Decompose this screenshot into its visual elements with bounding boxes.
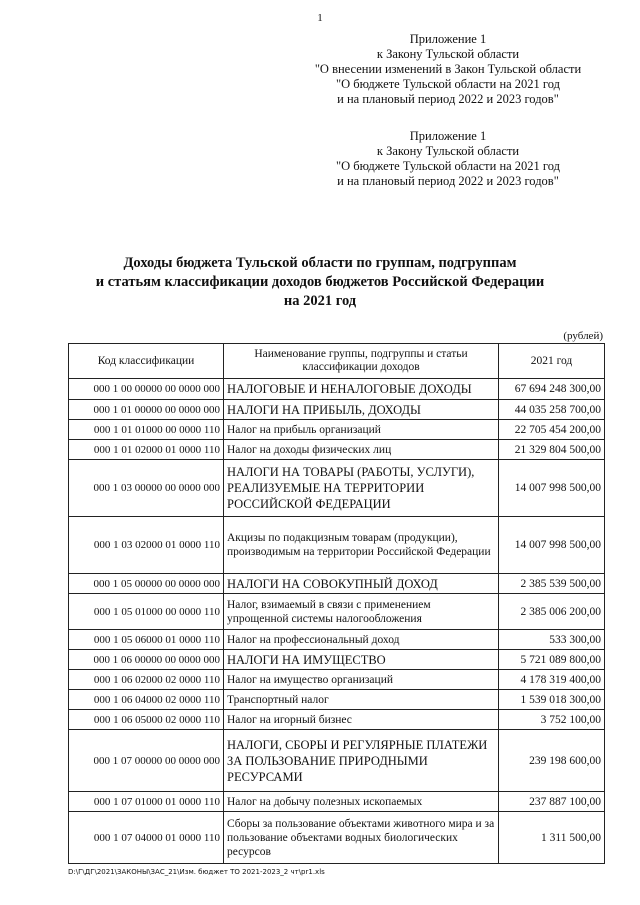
row-value: 4 178 319 400,00 xyxy=(499,670,605,690)
row-name: Налог на профессиональный доход xyxy=(224,630,499,650)
row-code: 000 1 05 00000 00 0000 000 xyxy=(69,574,224,594)
table-row xyxy=(69,400,605,420)
row-value: 533 300,00 xyxy=(499,630,605,650)
row-code: 000 1 00 00000 00 0000 000 xyxy=(69,379,224,400)
row-name: Налог, взимаемый в связи с применением упрощенной системы налогообложения xyxy=(224,594,499,630)
row-value: 239 198 600,00 xyxy=(499,730,605,792)
table-row xyxy=(69,710,605,730)
row-value: 1 539 018 300,00 xyxy=(499,690,605,710)
row-value: 1 311 500,00 xyxy=(499,812,605,864)
row-name: Налог на имущество организаций xyxy=(224,670,499,690)
row-code: 000 1 01 01000 00 0000 110 xyxy=(69,420,224,440)
table-row xyxy=(69,460,605,517)
row-code: 000 1 06 05000 02 0000 110 xyxy=(69,710,224,730)
row-value: 2 385 539 500,00 xyxy=(499,574,605,594)
row-code: 000 1 06 02000 02 0000 110 xyxy=(69,670,224,690)
income-table xyxy=(68,343,605,864)
table-header-row xyxy=(69,344,605,379)
appendix-line: Приложение 1 xyxy=(409,32,487,46)
row-value: 237 887 100,00 xyxy=(499,792,605,812)
row-name: НАЛОГОВЫЕ И НЕНАЛОГОВЫЕ ДОХОДЫ xyxy=(224,379,499,400)
row-code: 000 1 05 06000 01 0000 110 xyxy=(69,630,224,650)
appendix-header-amendment xyxy=(248,32,640,107)
row-code: 000 1 01 00000 00 0000 000 xyxy=(69,400,224,420)
table-row xyxy=(69,730,605,792)
appendix-line: "О бюджете Тульской области на 2021 год xyxy=(336,159,560,173)
row-value: 5 721 089 800,00 xyxy=(499,650,605,670)
page-number: 1 xyxy=(317,12,323,24)
table-row xyxy=(69,690,605,710)
title-line: и статьям классификации доходов бюджетов Российской Федерации xyxy=(95,274,545,290)
row-name: Акцизы по подакцизным товарам (продукции), производимым на территории Российской Федерации xyxy=(224,517,499,574)
appendix-line: и на плановый период 2022 и 2023 годов" xyxy=(337,92,559,106)
row-value: 67 694 248 300,00 xyxy=(499,379,605,400)
table-row xyxy=(69,792,605,812)
row-value: 44 035 258 700,00 xyxy=(499,400,605,420)
row-code: 000 1 06 00000 00 0000 000 xyxy=(69,650,224,670)
row-code: 000 1 03 00000 00 0000 000 xyxy=(69,460,224,517)
appendix-line: Приложение 1 xyxy=(409,129,487,143)
row-value: 3 752 100,00 xyxy=(499,710,605,730)
appendix-line: и на плановый период 2022 и 2023 годов" xyxy=(337,174,559,188)
row-name: НАЛОГИ, СБОРЫ И РЕГУЛЯРНЫЕ ПЛАТЕЖИ ЗА ПОЛЬЗОВАНИЕ ПРИРОДНЫМИ РЕСУРСАМИ xyxy=(224,730,499,792)
header-name: Наименование группы, подгруппы и статьи классификации доходов xyxy=(224,344,499,379)
appendix-header-law xyxy=(248,129,640,189)
row-name: Транспортный налог xyxy=(224,690,499,710)
table-row xyxy=(69,379,605,400)
file-path-footer: D:\Г\ДГ\2021\ЗАКОНЫ\ЗАС_21\Изм. бюджет ТО 2021-2023_2 чт\pr1.xls xyxy=(68,868,325,876)
header-code: Код классификации xyxy=(69,344,224,379)
table-row xyxy=(69,594,605,630)
table-row xyxy=(69,574,605,594)
row-code: 000 1 07 00000 00 0000 000 xyxy=(69,730,224,792)
row-name: Налог на доходы физических лиц xyxy=(224,440,499,460)
appendix-line: к Закону Тульской области xyxy=(376,47,520,61)
appendix-line: "О бюджете Тульской области на 2021 год xyxy=(336,77,560,91)
table-row xyxy=(69,812,605,864)
row-code: 000 1 03 02000 01 0000 110 xyxy=(69,517,224,574)
row-name: Сборы за пользование объектами животного мира и за пользование объектами водных биологических ресурсов xyxy=(224,812,499,864)
row-value: 22 705 454 200,00 xyxy=(499,420,605,440)
table-row xyxy=(69,670,605,690)
row-name: Налог на прибыль организаций xyxy=(224,420,499,440)
row-code: 000 1 06 04000 02 0000 110 xyxy=(69,690,224,710)
table-row xyxy=(69,420,605,440)
appendix-line: к Закону Тульской области xyxy=(376,144,520,158)
row-code: 000 1 01 02000 01 0000 110 xyxy=(69,440,224,460)
table-row xyxy=(69,517,605,574)
row-value: 14 007 998 500,00 xyxy=(499,517,605,574)
table-row xyxy=(69,630,605,650)
row-value: 21 329 804 500,00 xyxy=(499,440,605,460)
row-value: 14 007 998 500,00 xyxy=(499,460,605,517)
table-row xyxy=(69,440,605,460)
row-name: НАЛОГИ НА ИМУЩЕСТВО xyxy=(224,650,499,670)
appendix-line: "О внесении изменений в Закон Тульской области xyxy=(314,62,582,76)
row-name: Налог на добычу полезных ископаемых xyxy=(224,792,499,812)
row-code: 000 1 07 04000 01 0000 110 xyxy=(69,812,224,864)
row-code: 000 1 07 01000 01 0000 110 xyxy=(69,792,224,812)
title-line: Доходы бюджета Тульской области по группам, подгруппам xyxy=(123,255,517,271)
units-label: (рублей) xyxy=(563,330,603,342)
row-name: Налог на игорный бизнес xyxy=(224,710,499,730)
title-line: на 2021 год xyxy=(283,293,357,309)
row-value: 2 385 006 200,00 xyxy=(499,594,605,630)
document-title xyxy=(0,254,640,311)
row-name: НАЛОГИ НА ПРИБЫЛЬ, ДОХОДЫ xyxy=(224,400,499,420)
row-name: НАЛОГИ НА СОВОКУПНЫЙ ДОХОД xyxy=(224,574,499,594)
header-year: 2021 год xyxy=(499,344,605,379)
row-name: НАЛОГИ НА ТОВАРЫ (РАБОТЫ, УСЛУГИ), РЕАЛИЗУЕМЫЕ НА ТЕРРИТОРИИ РОССИЙСКОЙ ФЕДЕРАЦИИ xyxy=(224,460,499,517)
row-code: 000 1 05 01000 00 0000 110 xyxy=(69,594,224,630)
table-row xyxy=(69,650,605,670)
